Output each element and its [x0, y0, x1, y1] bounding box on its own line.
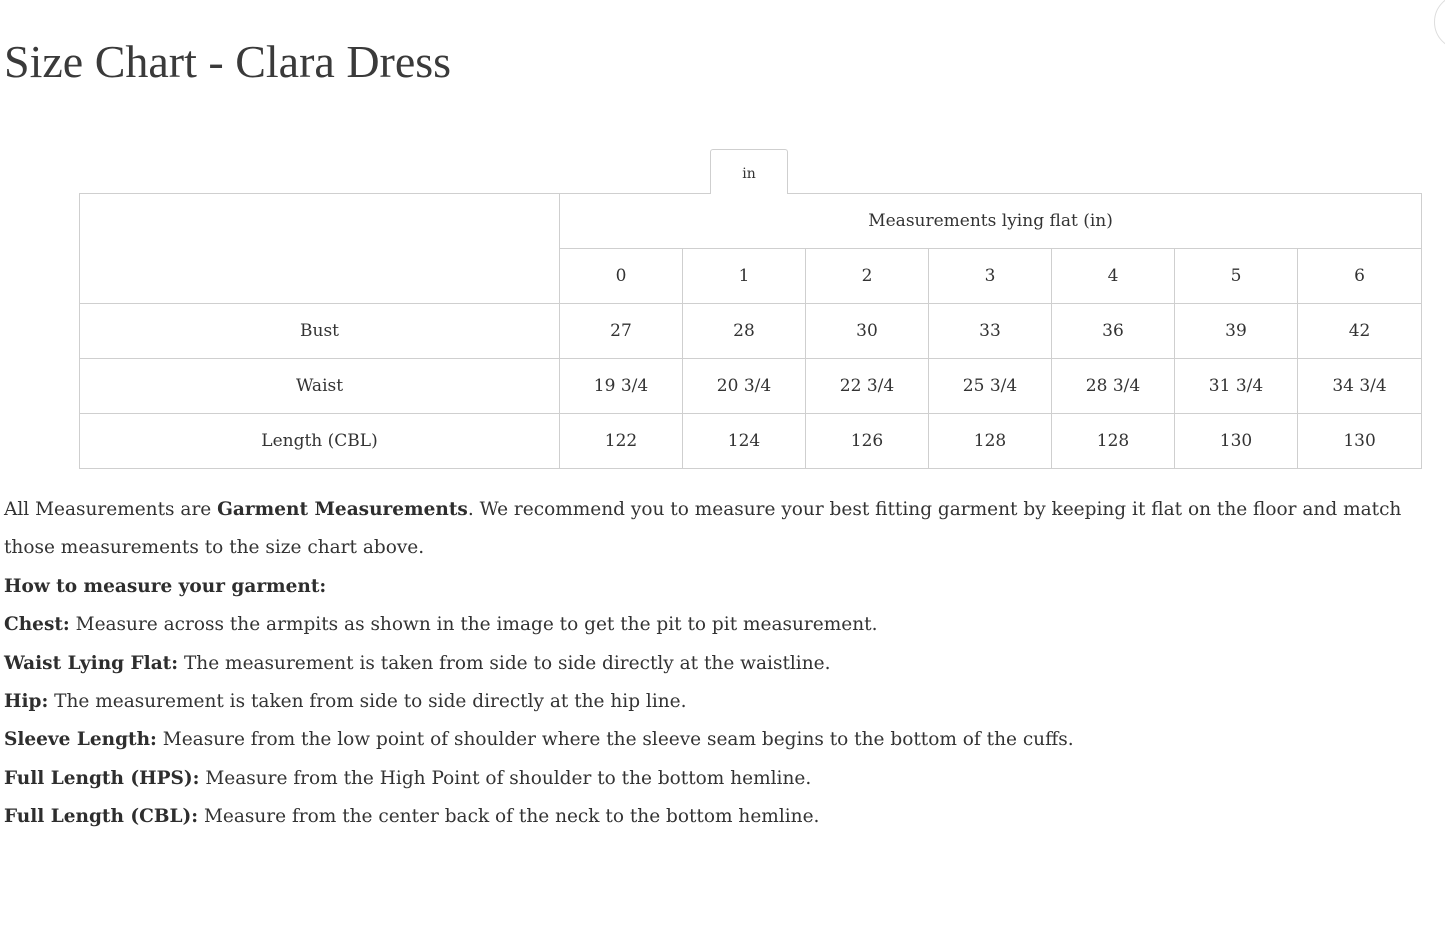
- table-cell: 42: [1298, 304, 1422, 359]
- table-cell: 130: [1298, 414, 1422, 469]
- note-term: Sleeve Length:: [4, 729, 157, 751]
- size-header-cell: 2: [806, 249, 929, 304]
- size-header-cell: 5: [1175, 249, 1298, 304]
- size-header-cell: 1: [683, 249, 806, 304]
- table-row-bust: [80, 304, 1422, 359]
- table-row-waist: [80, 359, 1422, 414]
- table-cell: 122: [560, 414, 683, 469]
- table-cell: 128: [929, 414, 1052, 469]
- note-waist: Waist Lying Flat: The measurement is taken from side to side directly at the waistline.: [4, 652, 831, 674]
- table-cell: 34 3/4: [1298, 359, 1422, 414]
- table-cell: 31 3/4: [1175, 359, 1298, 414]
- measurements-group-header: Measurements lying flat (in): [560, 194, 1422, 249]
- table-cell: 28: [683, 304, 806, 359]
- table-cell: 27: [560, 304, 683, 359]
- note-chest: Chest: Measure across the armpits as shown in the image to get the pit to pit measurement.: [4, 614, 878, 636]
- table-cell: 22 3/4: [806, 359, 929, 414]
- table-cell: 20 3/4: [683, 359, 806, 414]
- size-chart-table: [79, 193, 1422, 469]
- page-title: Size Chart - Clara Dress: [4, 36, 452, 87]
- intro-paragraph: All Measurements are Garment Measurements. We recommend you to measure your best fitting garment by keeping it flat on the floor and match those measurements to the size chart above.: [4, 499, 1402, 559]
- size-header-cell: 3: [929, 249, 1052, 304]
- table-corner-cell: [80, 194, 560, 304]
- measurement-notes: [4, 491, 1440, 837]
- table-cell: 124: [683, 414, 806, 469]
- table-row-length: [80, 414, 1422, 469]
- table-cell: 28 3/4: [1052, 359, 1175, 414]
- table-cell: 33: [929, 304, 1052, 359]
- table-cell: 36: [1052, 304, 1175, 359]
- table-cell: 19 3/4: [560, 359, 683, 414]
- table-cell: 126: [806, 414, 929, 469]
- table-cell: 130: [1175, 414, 1298, 469]
- note-sleeve-length: Sleeve Length: Measure from the low point of shoulder where the sleeve seam begins to the bottom of the cuffs.: [4, 729, 1074, 751]
- size-header-cell: 0: [560, 249, 683, 304]
- note-term: Waist Lying Flat:: [4, 652, 179, 674]
- close-button[interactable]: [1434, 0, 1445, 50]
- how-to-heading: How to measure your garment:: [4, 575, 327, 597]
- table-header-row: [80, 194, 1422, 249]
- note-hip: Hip: The measurement is taken from side to side directly at the hip line.: [4, 691, 687, 713]
- row-label: Waist: [80, 359, 560, 414]
- size-header-cell: 4: [1052, 249, 1175, 304]
- note-term: Full Length (HPS):: [4, 767, 200, 789]
- tab-inches[interactable]: in: [710, 149, 788, 194]
- size-header-cell: 6: [1298, 249, 1422, 304]
- note-term: Hip:: [4, 691, 49, 713]
- table-cell: 128: [1052, 414, 1175, 469]
- table-cell: 30: [806, 304, 929, 359]
- row-label: Bust: [80, 304, 560, 359]
- note-term: Full Length (CBL):: [4, 806, 199, 828]
- table-cell: 25 3/4: [929, 359, 1052, 414]
- table-cell: 39: [1175, 304, 1298, 359]
- garment-measurements-emphasis: Garment Measurements: [217, 499, 468, 520]
- note-full-length-hps: Full Length (HPS): Measure from the High Point of shoulder to the bottom hemline.: [4, 767, 812, 789]
- note-term: Chest:: [4, 614, 70, 636]
- row-label: Length (CBL): [80, 414, 560, 469]
- note-full-length-cbl: Full Length (CBL): Measure from the center back of the neck to the bottom hemline.: [4, 806, 820, 828]
